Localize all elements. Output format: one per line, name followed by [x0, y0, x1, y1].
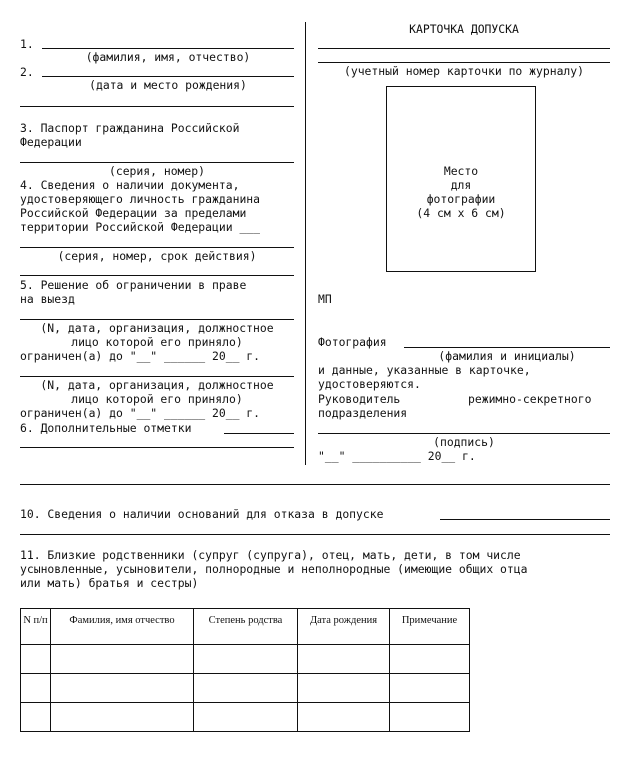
field-6-label: 6. Дополнительные отметки	[20, 421, 192, 435]
table-cell[interactable]	[51, 674, 194, 703]
head-label-2: режимно-секретного	[468, 392, 592, 406]
field-4-label-1: 4. Сведения о наличии документа,	[20, 178, 240, 192]
relatives-table	[20, 608, 470, 732]
table-cell[interactable]	[298, 645, 390, 674]
table-cell[interactable]	[298, 703, 390, 732]
field-4-caption: (серия, номер, срок действия)	[57, 249, 257, 263]
field-5-caption-1a: (N, дата, организация, должностное	[40, 321, 274, 335]
field-2-number: 2.	[20, 65, 34, 79]
field-4-label-2: удостоверяющего личность гражданина	[20, 192, 261, 206]
table-row	[21, 674, 470, 703]
table-cell[interactable]	[194, 674, 298, 703]
card-title: КАРТОЧКА ДОПУСКА	[409, 22, 519, 36]
field-5-label-2: на выезд	[20, 292, 75, 306]
field-3-line[interactable]	[20, 162, 294, 163]
field-3-label: 3. Паспорт гражданина Российской	[20, 121, 240, 135]
photo-cert-text-1: и данные, указанные в карточке,	[318, 363, 531, 377]
field-1-number: 1.	[20, 37, 34, 51]
field-5-limit-1: ограничен(а) до "__" ______ 20__ г.	[20, 349, 261, 363]
field-5-label-1: 5. Решение об ограничении в праве	[20, 278, 247, 292]
field-11-label-1: 11. Близкие родственники (супруг (супруга), отец, мать, дети, в том числе	[20, 548, 521, 562]
photo-place-line-3: фотографии	[426, 192, 496, 206]
photo-cert-label: Фотография	[318, 335, 387, 349]
signature-line[interactable]	[318, 433, 610, 434]
table-cell[interactable]	[298, 674, 390, 703]
stamp-label: МП	[318, 292, 332, 306]
field-10-label: 10. Сведения о наличии оснований для отказа в допуске	[20, 507, 384, 521]
field-5-line-1[interactable]	[20, 319, 294, 320]
field-5-caption-1b: лицо которой его приняло)	[71, 335, 243, 349]
table-cell[interactable]	[194, 703, 298, 732]
field-4-line[interactable]	[20, 247, 294, 248]
card-date: "__" __________ 20__ г.	[318, 449, 476, 463]
field-2-line[interactable]	[42, 76, 294, 77]
field-4-label-3: Российской Федерации за пределами	[20, 206, 247, 220]
header-relationship: Степень родства	[194, 609, 298, 645]
field-5-caption-2b: лицо которой его приняло)	[71, 392, 243, 406]
column-divider	[305, 22, 306, 465]
field-1-caption: (фамилия, имя, отчество)	[85, 50, 251, 64]
field-4-extra-line[interactable]	[20, 275, 294, 276]
field-11-label-3: или мать) братья и сестры)	[20, 576, 199, 590]
field-6-extra-line[interactable]	[20, 447, 294, 448]
head-label-1: Руководитель	[318, 392, 401, 406]
header-note: Примечание	[390, 609, 470, 645]
table-cell[interactable]	[390, 674, 470, 703]
table-cell[interactable]	[51, 703, 194, 732]
photo-place-line-4: (4 см x 6 см)	[416, 206, 506, 220]
table-cell[interactable]	[390, 645, 470, 674]
table-cell[interactable]	[51, 645, 194, 674]
field-10-extra-line[interactable]	[20, 534, 610, 535]
photo-place-line-1: Место	[443, 164, 479, 178]
field-1-line[interactable]	[42, 48, 294, 49]
card-number-line-1[interactable]	[318, 48, 610, 49]
table-cell[interactable]	[390, 703, 470, 732]
signature-caption: (подпись)	[433, 435, 495, 449]
table-cell[interactable]	[21, 703, 51, 732]
table-row	[21, 645, 470, 674]
table-cell[interactable]	[21, 674, 51, 703]
field-11-label-2: усыновленные, усыновители, полнородные и неполнородные (имеющие общих отца	[20, 562, 528, 576]
card-number-caption: (учетный номер карточки по журналу)	[343, 64, 585, 78]
field-10-line[interactable]	[440, 519, 610, 520]
field-6-line[interactable]	[224, 433, 294, 434]
relatives-table-header	[21, 609, 470, 645]
table-row	[21, 703, 470, 732]
field-3-caption: (серия, номер)	[108, 164, 205, 178]
photo-name-line[interactable]	[404, 347, 610, 348]
field-2-extra-line[interactable]	[20, 106, 294, 107]
field-2-caption: (дата и место рождения)	[89, 78, 247, 92]
field-5-limit-2: ограничен(а) до "__" ______ 20__ г.	[20, 406, 261, 420]
field-5-line-2[interactable]	[20, 376, 294, 377]
header-birth-date: Дата рождения	[298, 609, 390, 645]
table-cell[interactable]	[21, 645, 51, 674]
field-4-label-4: территории Российской Федерации ___	[20, 220, 261, 234]
field-5-caption-2a: (N, дата, организация, должностное	[40, 378, 274, 392]
photo-cert-text-2: удостоверяются.	[318, 377, 421, 391]
head-label-3: подразделения	[318, 406, 408, 420]
header-number: N п/п	[21, 609, 51, 645]
photo-name-caption: (фамилия и инициалы)	[438, 349, 576, 363]
card-number-line-2[interactable]	[318, 62, 610, 63]
photo-place-line-2: для	[450, 178, 472, 192]
section-separator	[20, 484, 610, 485]
field-3-label-cont: Федерации	[20, 135, 82, 149]
header-full-name: Фамилия, имя отчество	[51, 609, 194, 645]
table-cell[interactable]	[194, 645, 298, 674]
